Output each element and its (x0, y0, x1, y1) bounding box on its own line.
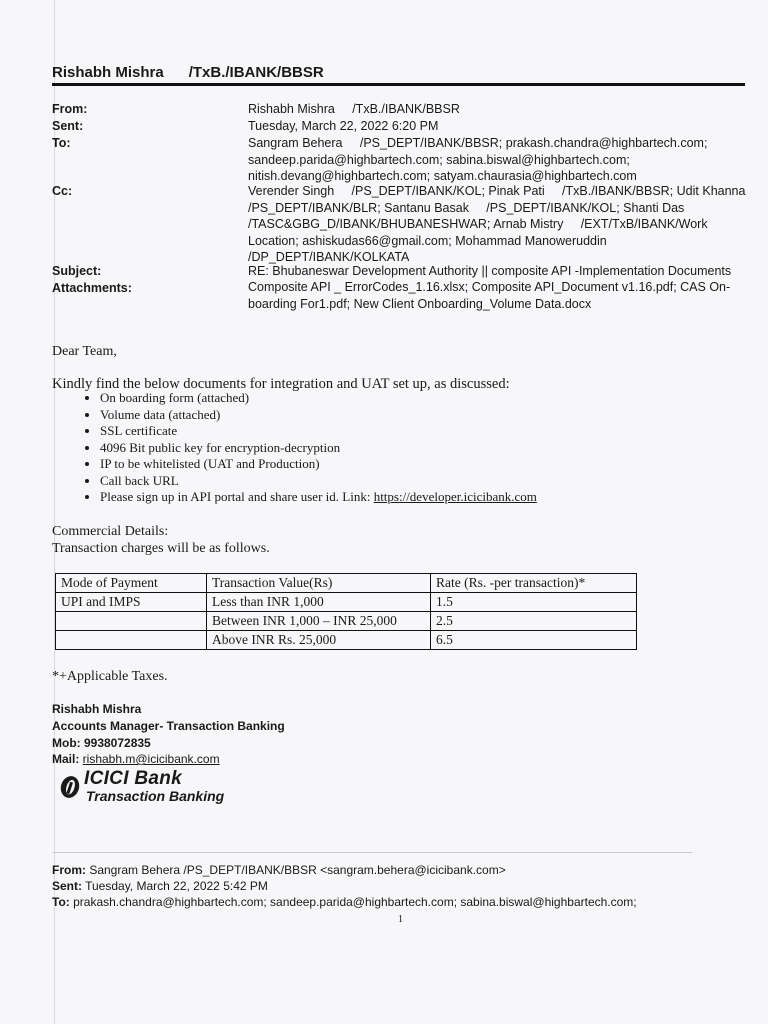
table-row (56, 631, 637, 650)
table-cell: Less than INR 1,000 (207, 593, 431, 612)
signature-name: Rishabh Mishra (52, 702, 142, 716)
forward-sent-value: Tuesday, March 22, 2022 5:42 PM (82, 879, 268, 893)
table-row (56, 593, 637, 612)
attachments-label: Attachments: (52, 281, 132, 295)
logo-brand-text: ICICI Bank (84, 768, 183, 789)
header-divider (52, 83, 745, 86)
signup-text: Please sign up in API portal and share user id. Link: (100, 489, 374, 504)
commercial-intro: Transaction charges will be as follows. (52, 541, 270, 556)
intro-text: Kindly find the below documents for integration and UAT set up, as discussed: (52, 376, 510, 392)
table-row (56, 612, 637, 631)
mail-label: Mail: (52, 752, 83, 766)
transaction-charges-table (55, 573, 637, 650)
subject-value: RE: Bhubaneswar Development Authority || composite API -Implementation Documents (248, 264, 732, 278)
table-header-row (56, 574, 637, 593)
table-cell: UPI and IMPS (56, 593, 207, 612)
developer-portal-link[interactable]: https://developer.icicibank.com (373, 489, 537, 504)
header-sender (52, 64, 324, 81)
header-sender-dept: /TxB./IBANK/BBSR (188, 64, 324, 81)
greeting: Dear Team, (52, 344, 117, 359)
signature-mobile: Mob: 9938072835 (52, 736, 151, 750)
list-item: • On boarding form (attached) (100, 390, 720, 407)
cc-value: Verender Singh /PS_DEPT/IBANK/KOL; Pinak Pati /TxB./IBANK/BBSR; Udit Khanna /PS_DEPT/IBANK/BLR; Santanu Basak /PS_DEPT/IBANK/KOL; Shanti Das /TASC&GBG_D/IBANK/BHUBANESHWAR; Arnab Mistry /EXT/TxB/IBANK/Work Location; ashiskudas66@gmail.com; Mohammad Manoweruddin /DP_DEPT/IBANK/KOLKATA (248, 184, 749, 264)
forward-from-label: From: (52, 863, 86, 877)
page-number: 1 (398, 914, 403, 925)
table-cell: 1.5 (431, 593, 637, 612)
forward-divider (52, 852, 692, 853)
logo-sub-text: Transaction Banking (86, 788, 225, 804)
column-header: Rate (Rs. -per transaction)* (431, 574, 637, 593)
table-cell: Above INR Rs. 25,000 (207, 631, 431, 650)
list-item: • SSL certificate (100, 423, 720, 440)
icici-logo (58, 770, 278, 810)
cc-label: Cc: (52, 184, 73, 198)
to-label: To: (52, 136, 71, 150)
forward-to (52, 895, 637, 909)
forward-sent-label: Sent: (52, 879, 82, 893)
list-item: • 4096 Bit public key for encryption-decryption (100, 440, 720, 457)
taxes-note: *+Applicable Taxes. (52, 669, 168, 684)
from-label: From: (52, 102, 88, 116)
column-header: Mode of Payment (56, 574, 207, 593)
icici-logo-mark-icon (58, 774, 80, 800)
table-cell: 2.5 (431, 612, 637, 631)
signature-mail (52, 752, 220, 766)
from-value: Rishabh Mishra /TxB./IBANK/BBSR (248, 102, 460, 116)
header-sender-name: Rishabh Mishra (52, 64, 164, 81)
table-cell (56, 631, 207, 650)
column-header: Transaction Value(Rs) (207, 574, 431, 593)
forward-to-value: prakash.chandra@highbartech.com; sandeep.parida@highbartech.com; sabina.biswal@highbartech.com; (69, 895, 637, 909)
table-cell: 6.5 (431, 631, 637, 650)
sent-label: Sent: (52, 119, 84, 133)
to-value: Sangram Behera /PS_DEPT/IBANK/BBSR; prakash.chandra@highbartech.com; sandeep.parida@highbartech.com; sabina.biswal@highbartech.com; nitish.devang@highbartech.com; satyam.chaurasia@highbartech.com (248, 136, 711, 183)
forward-from (52, 863, 506, 877)
commercial-heading: Commercial Details: (52, 524, 169, 539)
forward-to-label: To: (52, 895, 70, 909)
forward-from-value: Sangram Behera /PS_DEPT/IBANK/BBSR <sangram.behera@icicibank.com> (86, 863, 506, 877)
requirements-list (52, 390, 720, 506)
forward-sent (52, 879, 268, 893)
mail-link[interactable]: rishabh.m@icicibank.com (82, 752, 220, 766)
subject-label: Subject: (52, 264, 102, 278)
sent-value: Tuesday, March 22, 2022 6:20 PM (248, 119, 439, 133)
attachments-value: Composite API _ ErrorCodes_1.16.xlsx; Composite API_Document v1.16.pdf; CAS On-boarding For1.pdf; New Client Onboarding_Volume Data.docx (248, 280, 731, 311)
list-item: • Call back URL (100, 473, 720, 490)
list-item (100, 489, 720, 506)
signature-title: Accounts Manager- Transaction Banking (52, 719, 285, 733)
list-item: • IP to be whitelisted (UAT and Production) (100, 456, 720, 473)
table-cell (56, 612, 207, 631)
list-item: • Volume data (attached) (100, 407, 720, 424)
table-cell: Between INR 1,000 – INR 25,000 (207, 612, 431, 631)
